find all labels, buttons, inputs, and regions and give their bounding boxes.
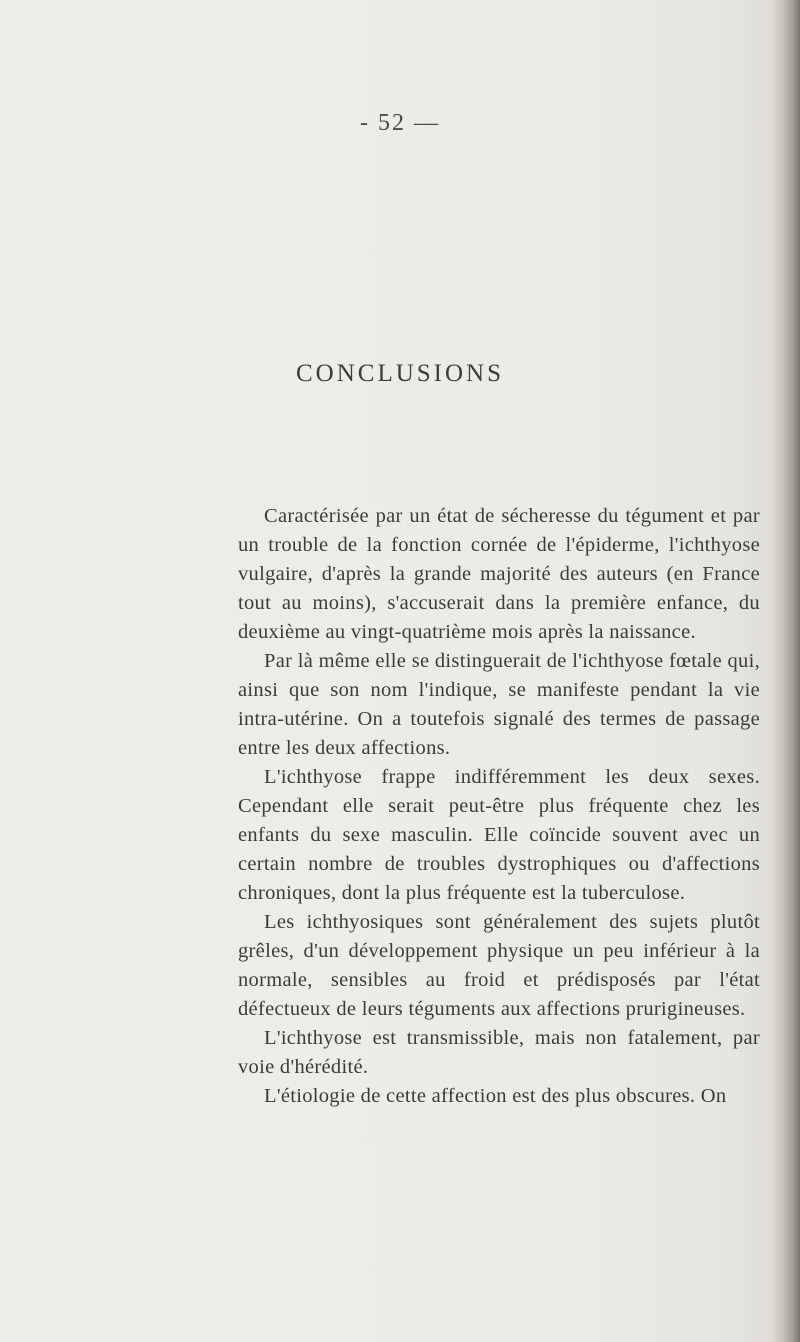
- paragraph: L'ichthyose frappe indifféremment les deux sexes. Cependant elle serait peut-être plus fréquente chez les enfants du sexe masculin. Elle coïncide souvent avec un certain nombre de troubles dystrophiques ou d'affections chroniques, dont la plus fréquente est la tuberculose.: [238, 766, 760, 904]
- paragraph: L'étiologie de cette affection est des plus obscures. On: [264, 1085, 727, 1107]
- body-text: [238, 502, 760, 1111]
- paragraph: Caractérisée par un état de sécheresse du tégument et par un trouble de la fonction cornée de l'épiderme, l'ichthyose vulgaire, d'après la grande majorité des auteurs (en France tout au moins), s'accuserait dans la première enfance, du deuxième au vingt-quatrième mois après la naissance.: [238, 505, 760, 643]
- paragraph: Les ichthyosiques sont généralement des sujets plutôt grêles, d'un développement physique un peu inférieur à la normale, sensibles au froid et prédisposés par l'état défectueux de leurs téguments aux affections prurigineuses.: [238, 911, 760, 1020]
- page-edge-shadow: [772, 0, 800, 1342]
- paragraph: Par là même elle se distinguerait de l'ichthyose fœtale qui, ainsi que son nom l'indique, se manifeste pendant la vie intra-utérine. On a toutefois signalé des termes de passage entre les deux affections.: [238, 650, 760, 759]
- paragraph: L'ichthyose est transmissible, mais non fatalement, par voie d'hérédité.: [238, 1027, 760, 1078]
- page-number: - 52 —: [360, 110, 440, 136]
- section-heading: CONCLUSIONS: [295, 360, 505, 387]
